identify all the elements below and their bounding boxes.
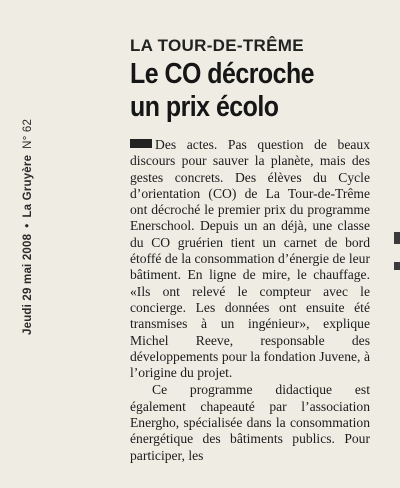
article-headline xyxy=(130,58,380,124)
lead-marker-icon xyxy=(130,139,152,148)
article-body xyxy=(130,137,370,464)
issue-number: N° 62 xyxy=(22,118,34,149)
side-caption-text xyxy=(22,119,34,335)
publication-date: Jeudi 29 mai 2008 xyxy=(22,233,34,335)
article-paragraph-1 xyxy=(130,137,370,381)
bullet-separator: • xyxy=(22,223,34,228)
side-caption xyxy=(2,65,42,335)
newspaper-name: La Gruyère xyxy=(22,154,34,218)
adjacent-column-edge xyxy=(394,262,400,270)
headline-line-2: un prix écolo xyxy=(130,91,279,123)
headline-line-1: Le CO décroche xyxy=(130,58,315,90)
paragraph-1-text: Des actes. Pas question de beaux discours pour sauver la planète, mais des gestes concrets. Des élèves du Cycle d’orientation (CO) de La Tour-de-Trême ont décroché le premier prix du programme Enerschool. Depuis un an déjà, une classe du CO gruérien tient un carnet de bord étoffé de la consommation d’énergie de leur bâtiment. En ligne de mire, le chauffage. «Ils ont relevé le compteur avec le concierge. Les données ont ensuite été transmises à un ingénieur», explique Michel Reeve, responsable des développements pour la fondation Juvene, à l’origine du projet. xyxy=(130,137,370,381)
adjacent-column-edge xyxy=(394,232,400,244)
article-kicker: LA TOUR-DE-TRÊME xyxy=(130,36,304,55)
article-paragraph-2: Ce programme didactique est également chapeauté par l’association Energho, spécialisée dans la consommation énergétique des bâtiments publics. Pour participer, les xyxy=(130,382,370,463)
